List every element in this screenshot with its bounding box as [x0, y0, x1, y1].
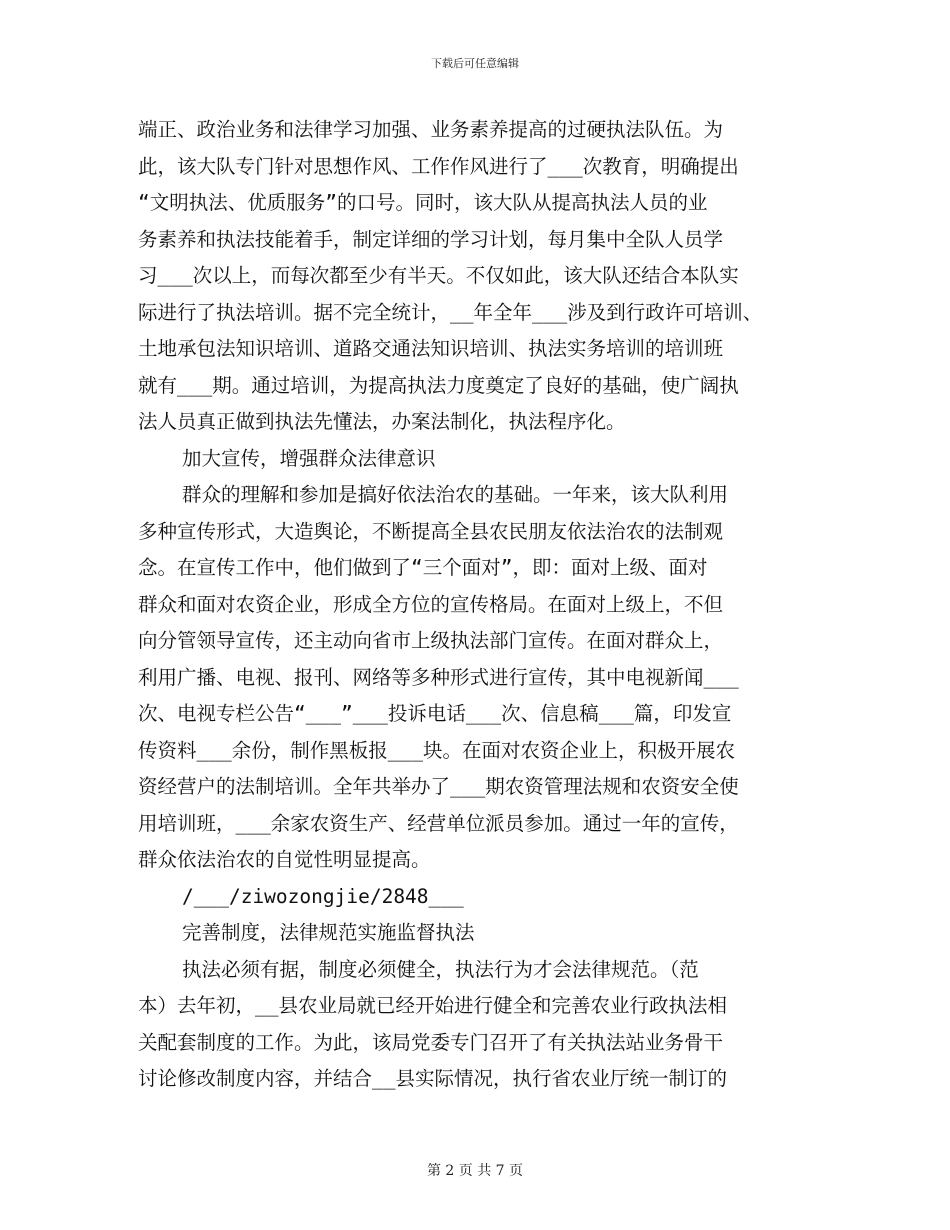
- text-line: 讨论修改制度内容，并结合__县实际情况，执行省农业厅统一制订的: [138, 1067, 727, 1090]
- text-line: 向分管领导宣传，还主动向省市上级执法部门宣传。在面对群众上，: [138, 629, 724, 652]
- body-text: [138, 112, 828, 1098]
- text-line: 次、电视专栏公告“___”___投诉电话___次、信息稿___篇，印发宣: [138, 702, 732, 725]
- text-line: 务素养和执法技能着手，制定详细的学习计划，每月集中全队人员学: [138, 227, 724, 251]
- text-line: 念。在宣传工作中，他们做到了“三个面对”，即：面对上级、面对: [138, 556, 708, 579]
- text-line: 加大宣传，增强群众法律意识: [182, 446, 436, 470]
- header-note: 下载后可任意编辑: [431, 57, 519, 70]
- text-line: /___/ziwozongjie/2848___: [182, 884, 464, 908]
- text-line: 用培训班，___余家农资生产、经营单位派员参加。通过一年的宣传，: [138, 811, 739, 835]
- text-line: 端正、政治业务和法律学习加强、业务素养提高的过硬执法队伍。为: [138, 118, 724, 141]
- text-line: 执法必须有据，制度必须健全，执法行为才会法律规范。（范: [182, 957, 699, 981]
- text-line: 群众和面对农资企业，形成全方位的宣传格局。在面对上级上，不但: [138, 592, 724, 616]
- text-line: 际进行了执法培训。据不完全统计，__年全年___涉及到行政许可培训、: [138, 300, 763, 324]
- text-line: 利用广播、电视、报刊、网络等多种形式进行宣传，其中电视新闻___: [138, 665, 739, 689]
- text-line: 就有___期。通过培训，为提高执法力度奠定了良好的基础，使广阔执: [138, 373, 739, 397]
- text-line: 群众的理解和参加是搞好依法治农的基础。一年来，该大队利用: [182, 483, 729, 506]
- text-line: 多种宣传形式，大造舆论，不断提高全县农民朋友依法治农的法制观: [138, 519, 724, 543]
- text-line: 土地承包法知识培训、道路交通法知识培训、执法实务培训的培训班: [138, 337, 724, 360]
- text-line: 法人员真正做到执法先懂法，办案法制化，执法程序化。: [138, 410, 626, 433]
- text-line: 本）去年初，__县农业局就已经开始进行健全和完善农业行政执法相: [138, 994, 727, 1017]
- text-line: 群众依法治农的自觉性明显提高。: [138, 848, 431, 871]
- text-line: 资经营户的法制培训。全年共举办了___期农资管理法规和农资安全使: [138, 775, 739, 798]
- text-line: “文明执法、优质服务”的口号。同时，该大队从提高执法人员的业: [138, 191, 708, 214]
- text-line: 关配套制度的工作。为此，该局党委专门召开了有关执法站业务骨干: [138, 1030, 724, 1054]
- page-number: 第 2 页 共 7 页: [426, 1163, 524, 1179]
- text-line: 传资料___余份，制作黑板报___块。在面对农资企业上，积极开展农: [138, 738, 735, 762]
- text-line: 完善制度，法律规范实施监督执法: [182, 921, 475, 944]
- text-line: 习___次以上，而每次都至少有半天。不仅如此，该大队还结合本队实: [138, 264, 739, 287]
- text-line: 此，该大队专门针对思想作风、工作作风进行了___次教育，明确提出: [138, 154, 739, 178]
